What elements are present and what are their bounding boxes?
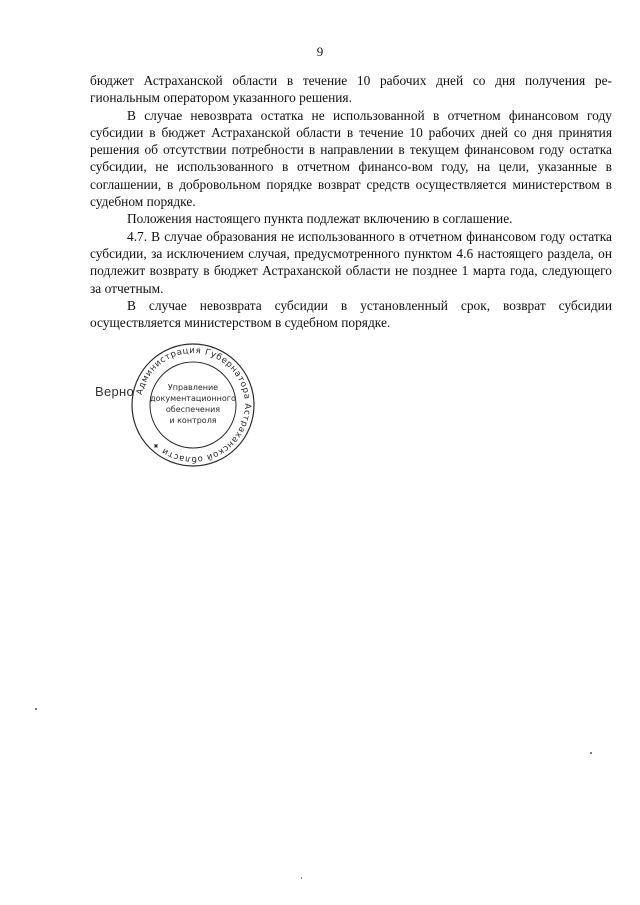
scan-speck xyxy=(35,708,37,710)
seal-graphic xyxy=(128,340,258,470)
seal-center-text xyxy=(150,383,236,425)
seal-ring-textpath: Администрация Губернатора Астраханской области ✦ xyxy=(135,345,253,465)
official-seal-stamp xyxy=(128,340,258,470)
seal-center-line-4: и контроля xyxy=(169,416,217,425)
paragraph-4: 4.7. В случае образования не использованного в отчетном финансовом году остатка субсидии, за исключением случая, предусмотренного пунктом 4.6 настоящего раздела, он подлежит возврату в бюджет Астраханской области не позднее 1 марта года, следующего за отчетным. xyxy=(90,228,612,296)
paragraph-3: Положения настоящего пункта подлежат включению в соглашение. xyxy=(127,211,513,227)
seal-center-line-3: обеспечения xyxy=(165,405,221,414)
paragraph-1: бюджет Астраханской области в течение 10 рабочих дней со дня получения ре-гиональным оператором указанного решения. xyxy=(90,73,612,106)
paragraph-5: В случае невозврата субсидии в установленный срок, возврат субсидии осуществляется министерством в судебном порядке. xyxy=(90,297,612,331)
paragraph-2: В случае невозврата остатка не использованной в отчетном финансовом году субсидии в бюджет Астраханской области в течение 10 рабочих дней со дня принятия решения об отсутствии потребности в направлении в текущем финансовом году остатка субсидии, не использованного в отчетном финансо-вом году, на цели, указанные в соглашении, в добровольном порядке возврат средств осуществляется министерством в судебном порядке. xyxy=(90,107,612,210)
document-body xyxy=(90,72,612,331)
seal-center-line-2: документационного xyxy=(150,394,236,403)
scan-speck xyxy=(301,877,302,879)
seal-center-line-1: Управление xyxy=(167,383,219,392)
scan-speck xyxy=(590,752,592,754)
page-number: 9 xyxy=(316,44,324,59)
certification-verno-label: Верно xyxy=(95,384,135,399)
